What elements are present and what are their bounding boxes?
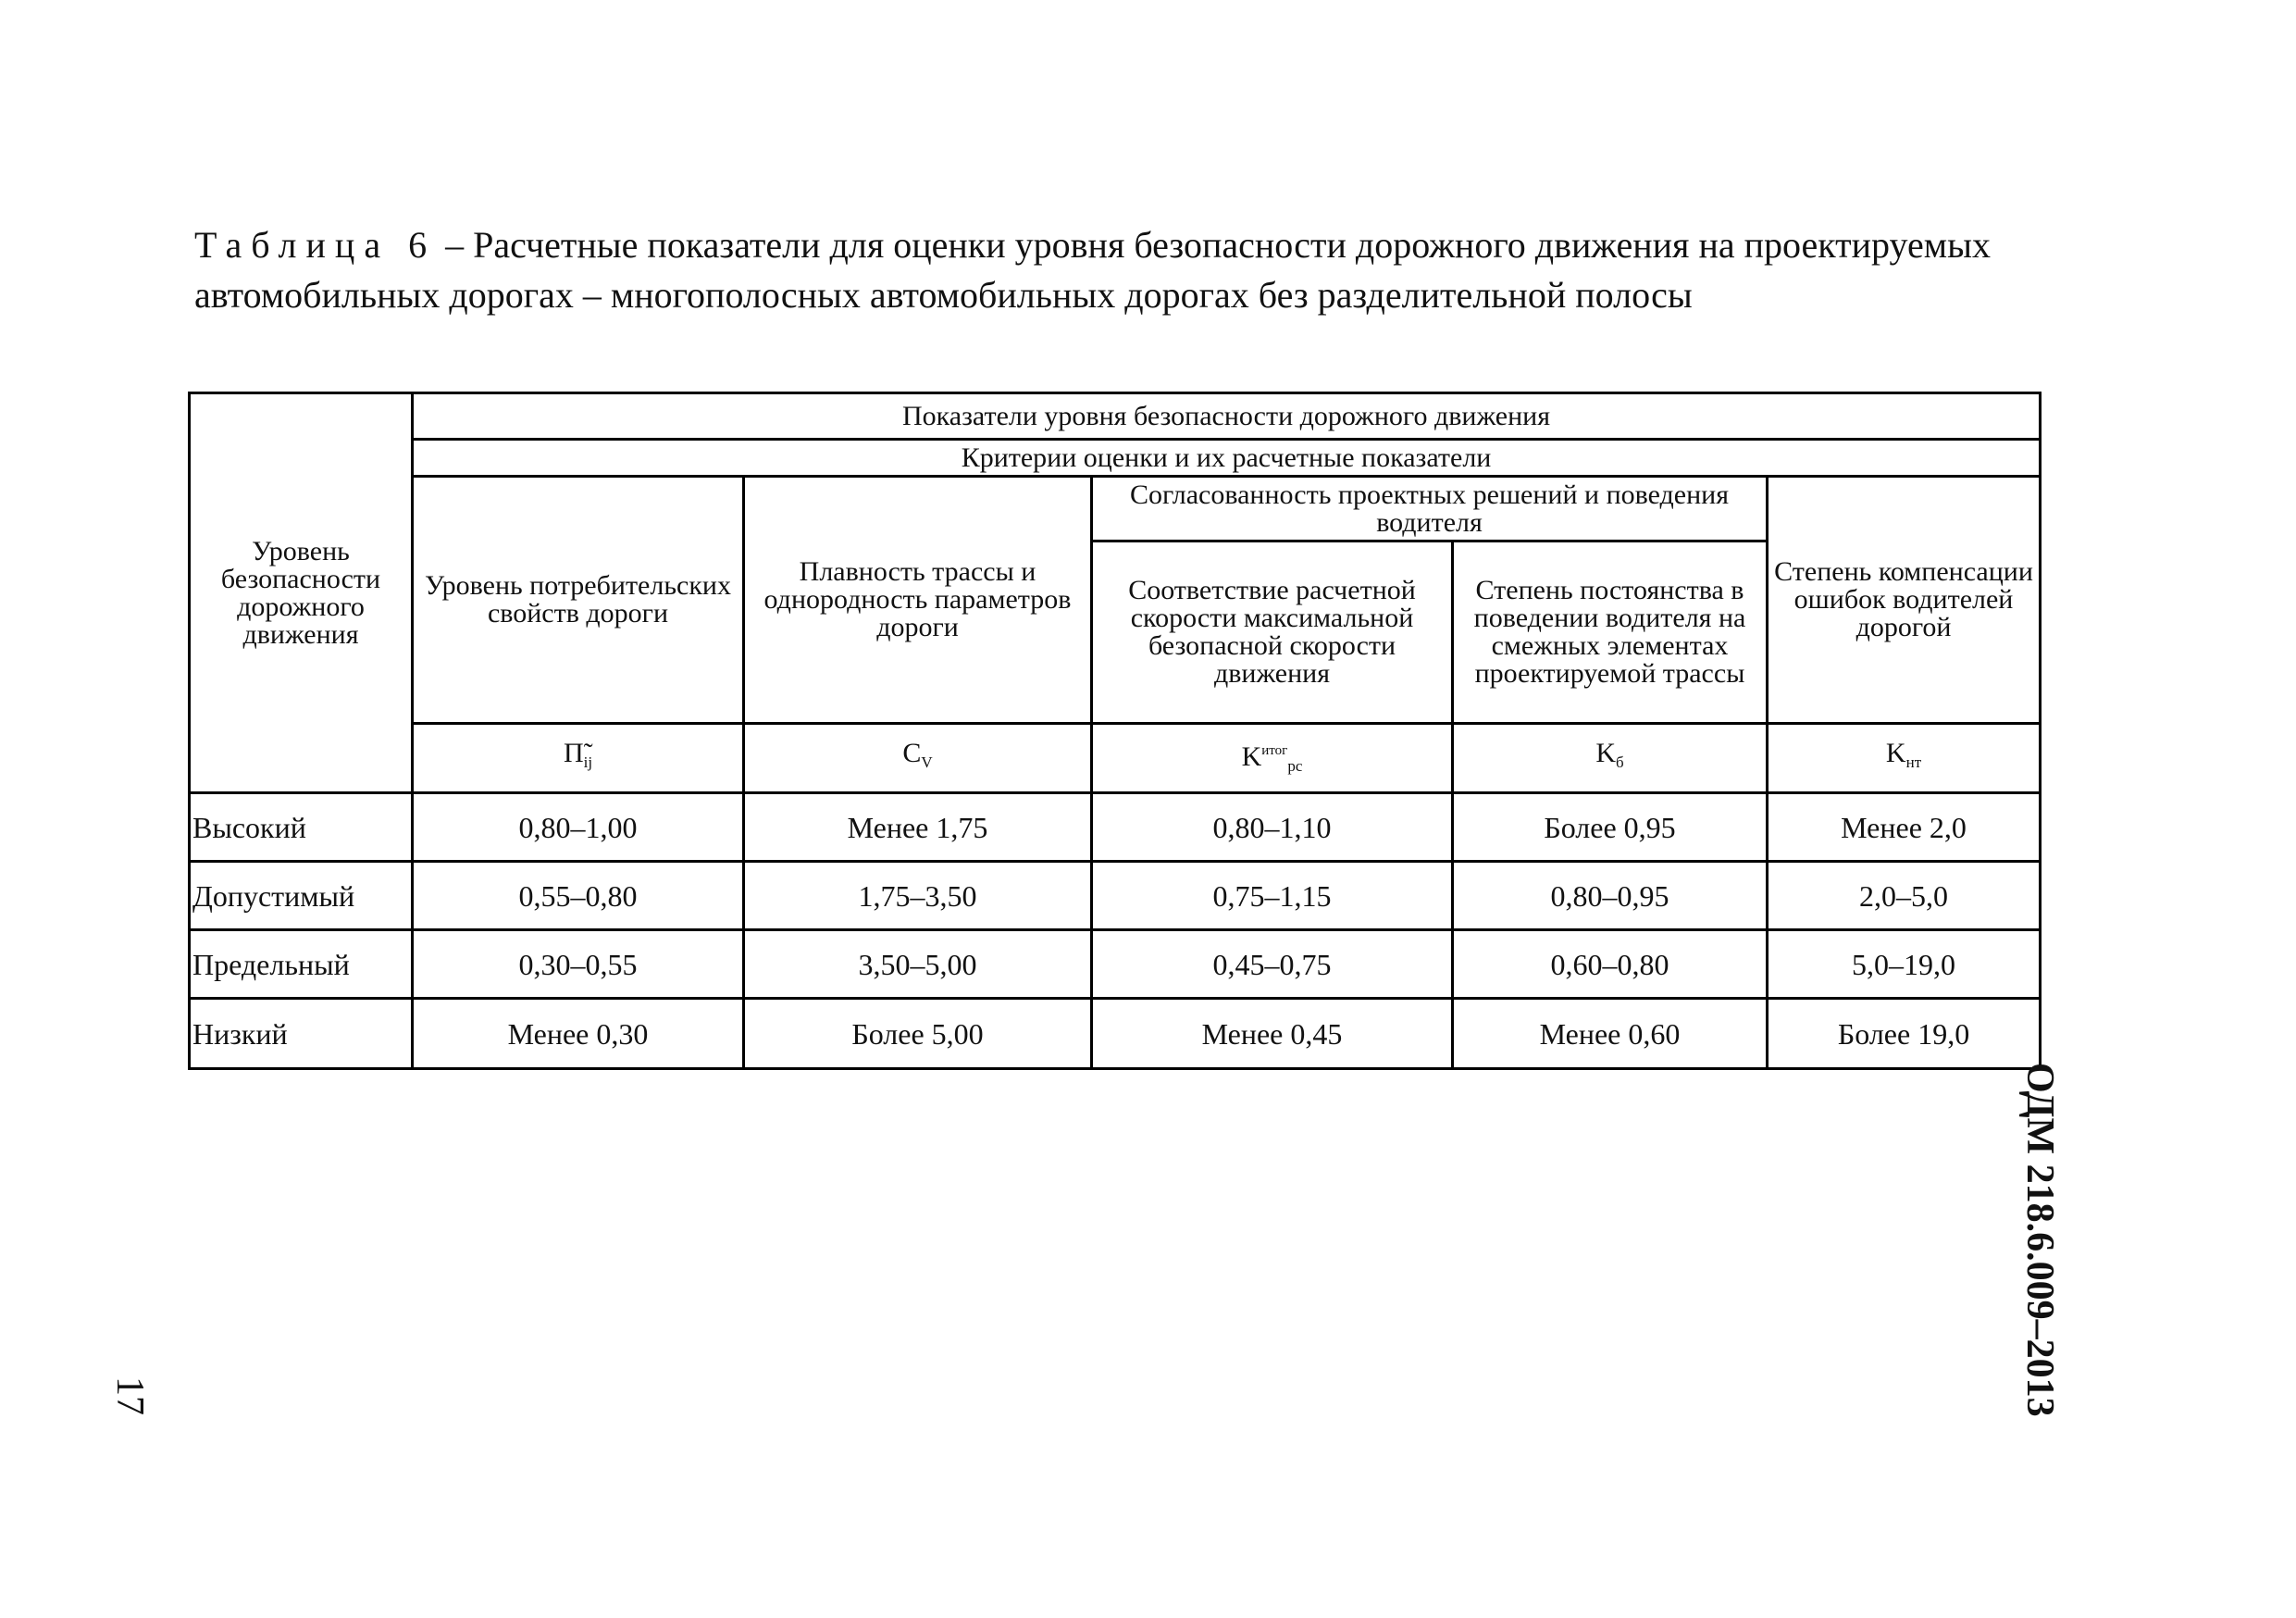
table-caption-text: – Расчетные показатели для оценки уровня безопасности дорожного движения на проектируемых автомобильных дорогах – многополосных автомобильных дорогах без разделительной полосы	[194, 224, 1991, 316]
symbol-superscript: итог	[1261, 742, 1288, 758]
col-header-error-compensation: Степень компенсации ошибок водителей дорогой	[1768, 477, 2041, 724]
col-header-driver-constancy: Степень постоянства в поведении водителя на смежных элементах проектируемой трассы	[1453, 541, 1768, 724]
cell-value: Более 5,00	[744, 999, 1092, 1069]
symbol-knt	[1768, 724, 2041, 793]
cell-value: 0,80–0,95	[1453, 862, 1768, 930]
symbol-subscript: нт	[1905, 753, 1922, 771]
table-caption	[194, 220, 2073, 320]
symbol-cv	[744, 724, 1092, 793]
cell-value: 0,55–0,80	[413, 862, 744, 930]
symbol-base: C	[902, 738, 922, 768]
symbol-subscript: рс	[1287, 756, 1303, 775]
document-code: ОДМ 218.6.009–2013	[2018, 1063, 2061, 1417]
row-level-label: Допустимый	[190, 862, 413, 930]
table-row	[190, 999, 2041, 1069]
cell-value: 0,80–1,10	[1092, 793, 1453, 862]
cell-value: 3,50–5,00	[744, 930, 1092, 999]
symbol-kb	[1453, 724, 1768, 793]
symbol-base: K	[1595, 738, 1616, 768]
symbol-subscript: V	[921, 753, 933, 771]
table-row	[190, 793, 2041, 862]
symbol-subscript: б	[1616, 753, 1624, 771]
symbol-base: П̃	[563, 738, 584, 768]
cell-value: 0,60–0,80	[1453, 930, 1768, 999]
col-header-consumer-properties: Уровень потребительских свойств дороги	[413, 477, 744, 724]
row-level-label: Высокий	[190, 793, 413, 862]
cell-value: 0,30–0,55	[413, 930, 744, 999]
table-caption-label: Таблица 6	[194, 224, 437, 266]
cell-value: 0,75–1,15	[1092, 862, 1453, 930]
cell-value: Менее 2,0	[1768, 793, 2041, 862]
cell-value: Менее 0,60	[1453, 999, 1768, 1069]
cell-value: Более 0,95	[1453, 793, 1768, 862]
indicators-group-header: Показатели уровня безопасности дорожного движения	[413, 393, 2041, 440]
symbol-krs	[1092, 724, 1453, 793]
criteria-header: Критерии оценки и их расчетные показатели	[413, 440, 2041, 477]
col-header-speed-conformity: Соответствие расчетной скорости максимальной безопасной скорости движения	[1092, 541, 1453, 724]
level-column-header: Уровень безопасности дорожного движения	[190, 393, 413, 793]
cell-value: Менее 0,45	[1092, 999, 1453, 1069]
safety-indicators-table	[188, 392, 2042, 1070]
cell-value: Менее 1,75	[744, 793, 1092, 862]
cell-value: 2,0–5,0	[1768, 862, 2041, 930]
cell-value: 0,45–0,75	[1092, 930, 1453, 999]
consistency-header: Согласованность проектных решений и поведения водителя	[1092, 477, 1768, 541]
symbol-base: K	[1885, 738, 1906, 768]
cell-value: 0,80–1,00	[413, 793, 744, 862]
page-number: 17	[108, 1376, 151, 1415]
row-level-label: Предельный	[190, 930, 413, 999]
cell-value: 5,0–19,0	[1768, 930, 2041, 999]
symbol-subscript: ij	[583, 753, 593, 771]
symbol-pij	[413, 724, 744, 793]
cell-value: 1,75–3,50	[744, 862, 1092, 930]
cell-value: Более 19,0	[1768, 999, 2041, 1069]
symbol-base: K	[1241, 741, 1262, 772]
table-row	[190, 862, 2041, 930]
row-level-label: Низкий	[190, 999, 413, 1069]
table-row	[190, 930, 2041, 999]
col-header-route-smoothness: Плавность трассы и однородность параметров дороги	[744, 477, 1092, 724]
cell-value: Менее 0,30	[413, 999, 744, 1069]
